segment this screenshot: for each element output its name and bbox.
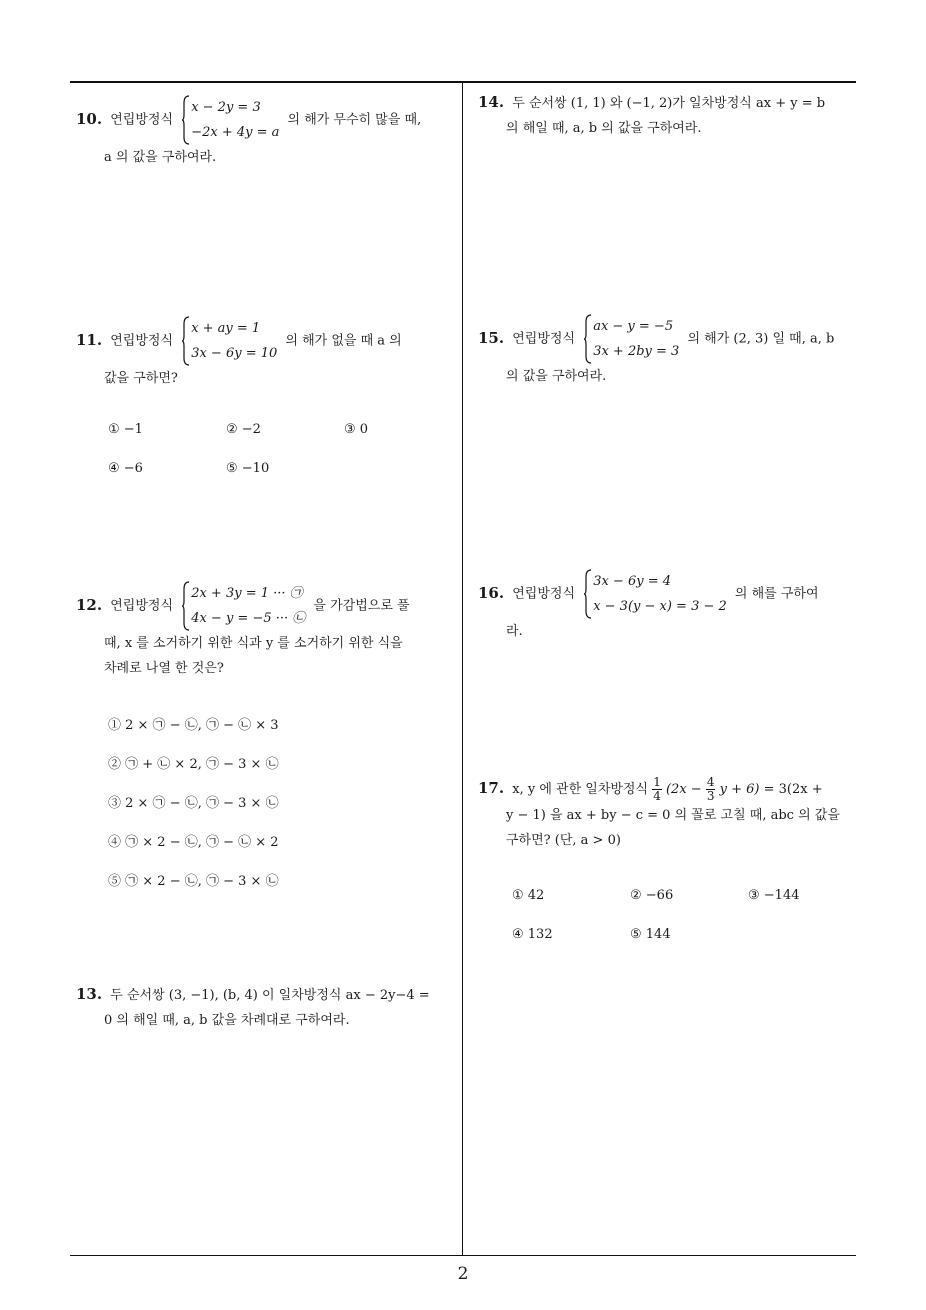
question-lead: 연립방정식: [110, 333, 174, 349]
equation-1: 2x + 3y = 1 ··· ㉠: [191, 586, 303, 601]
expression-rhs: = 3(2x +: [763, 782, 823, 797]
question-text-line2: 의 해일 때, a, b 의 값을 구하여라.: [506, 121, 702, 136]
equation-system: [181, 316, 277, 366]
fraction-four-thirds: $\frac{4}{3}$: [706, 775, 715, 803]
question-number: 15.: [478, 328, 505, 347]
question-lead: 연립방정식: [512, 586, 576, 602]
option-3[interactable]: ③ −144: [748, 888, 800, 903]
question-lead: 연립방정식: [512, 331, 576, 347]
question-15: [478, 314, 862, 389]
option-2[interactable]: ② −66: [630, 888, 674, 903]
brace-icon: [181, 316, 190, 366]
equation-1: x + ay = 1: [191, 321, 261, 336]
question-text-line2: 의 값을 구하여라.: [506, 369, 607, 384]
question-lead: 연립방정식: [110, 598, 174, 614]
question-number: 16.: [478, 583, 505, 602]
question-number: 13.: [76, 985, 103, 1003]
question-14: [478, 90, 862, 141]
option-5[interactable]: ⑤ ㉠ × 2 − ㉡, ㉠ − 3 × ㉡: [108, 874, 279, 889]
question-text: 의 해가 없을 때 a 의: [285, 333, 402, 349]
equation-system: [583, 314, 679, 364]
question-10: [76, 95, 456, 170]
top-rule: [70, 81, 856, 83]
brace-icon: [583, 569, 592, 619]
option-5[interactable]: ⑤ −10: [226, 461, 270, 476]
question-text-line2: 0 의 해일 때, a, b 값을 차례대로 구하여라.: [104, 1013, 350, 1028]
question-text-line2: 값을 구하면?: [104, 371, 178, 386]
equation-1: ax − y = −5: [593, 319, 674, 334]
question-text-line3: 차례로 나열 한 것은?: [104, 661, 224, 676]
equation-2: 3x − 6y = 10: [191, 346, 278, 361]
option-5[interactable]: ⑤ 144: [630, 927, 671, 942]
question-11: [76, 316, 456, 391]
equation-system: [583, 569, 727, 619]
equation-2: 3x + 2by = 3: [593, 344, 680, 359]
fraction-one-quarter: $\frac{1}{4}$: [653, 775, 661, 803]
option-1[interactable]: ① −1: [108, 422, 143, 437]
option-3[interactable]: ③ 0: [344, 422, 369, 437]
expression-part: y + 6): [719, 782, 760, 797]
option-2[interactable]: ② −2: [226, 422, 261, 437]
equation-2: 4x − y = −5 ··· ㉡: [191, 611, 306, 626]
equation-1: x − 2y = 3: [191, 100, 261, 115]
question-text: 두 순서쌍 (3, −1), (b, 4) 이 일차방정식 ax − 2y−4 =: [110, 988, 430, 1003]
equation-1: 3x − 6y = 4: [593, 574, 671, 589]
question-text-line2: 때, x 를 소거하기 위한 식과 y 를 소거하기 위한 식을: [104, 636, 403, 651]
option-4[interactable]: ④ 132: [512, 927, 553, 942]
question-text: 을 가감법으로 풀: [313, 598, 410, 614]
question-lead: 연립방정식: [110, 112, 174, 128]
question-number: 10.: [76, 109, 103, 128]
question-lead: x, y 에 관한 일차방정식: [512, 782, 649, 797]
question-text-line2: a 의 값을 구하여라.: [104, 150, 217, 165]
question-text: 의 해가 무수히 많을 때,: [287, 112, 422, 128]
brace-icon: [181, 581, 190, 631]
question-17: [478, 776, 862, 853]
option-2[interactable]: ② ㉠ + ㉡ × 2, ㉠ − 3 × ㉡: [108, 757, 279, 772]
question-13: [76, 982, 458, 1033]
question-text-line2: y − 1) 을 ax + by − c = 0 의 꼴로 고칠 때, abc 의 값을: [506, 808, 840, 823]
equation-2: x − 3(y − x) = 3 − 2: [593, 599, 727, 614]
option-4[interactable]: ④ −6: [108, 461, 143, 476]
column-divider: [462, 83, 463, 1255]
equation-2: −2x + 4y = a: [191, 125, 280, 140]
question-number: 12.: [76, 595, 103, 614]
question-text: 의 해를 구하여: [734, 586, 819, 602]
option-4[interactable]: ④ ㉠ × 2 − ㉡, ㉠ − ㉡ × 2: [108, 835, 279, 850]
equation-system: [181, 95, 279, 145]
question-number: 17.: [478, 779, 505, 797]
question-16: [478, 569, 862, 644]
bottom-rule: [70, 1255, 856, 1256]
expression-part: (2x −: [665, 782, 702, 797]
brace-icon: [181, 95, 190, 145]
equation-system: [181, 581, 305, 631]
question-number: 11.: [76, 330, 103, 349]
question-text-line2: 라.: [506, 624, 523, 639]
brace-icon: [583, 314, 592, 364]
question-text-line3: 구하면? (단, a > 0): [506, 833, 621, 848]
question-text: 의 해가 (2, 3) 일 때, a, b: [687, 331, 835, 347]
option-1[interactable]: ① 2 × ㉠ − ㉡, ㉠ − ㉡ × 3: [108, 718, 279, 733]
question-12: [76, 581, 458, 681]
option-3[interactable]: ③ 2 × ㉠ − ㉡, ㉠ − 3 × ㉡: [108, 796, 279, 811]
page-number: 2: [457, 1264, 469, 1284]
question-number: 14.: [478, 93, 505, 111]
question-text: 두 순서쌍 (1, 1) 와 (−1, 2)가 일차방정식 ax + y = b: [512, 96, 826, 111]
option-1[interactable]: ① 42: [512, 888, 545, 903]
